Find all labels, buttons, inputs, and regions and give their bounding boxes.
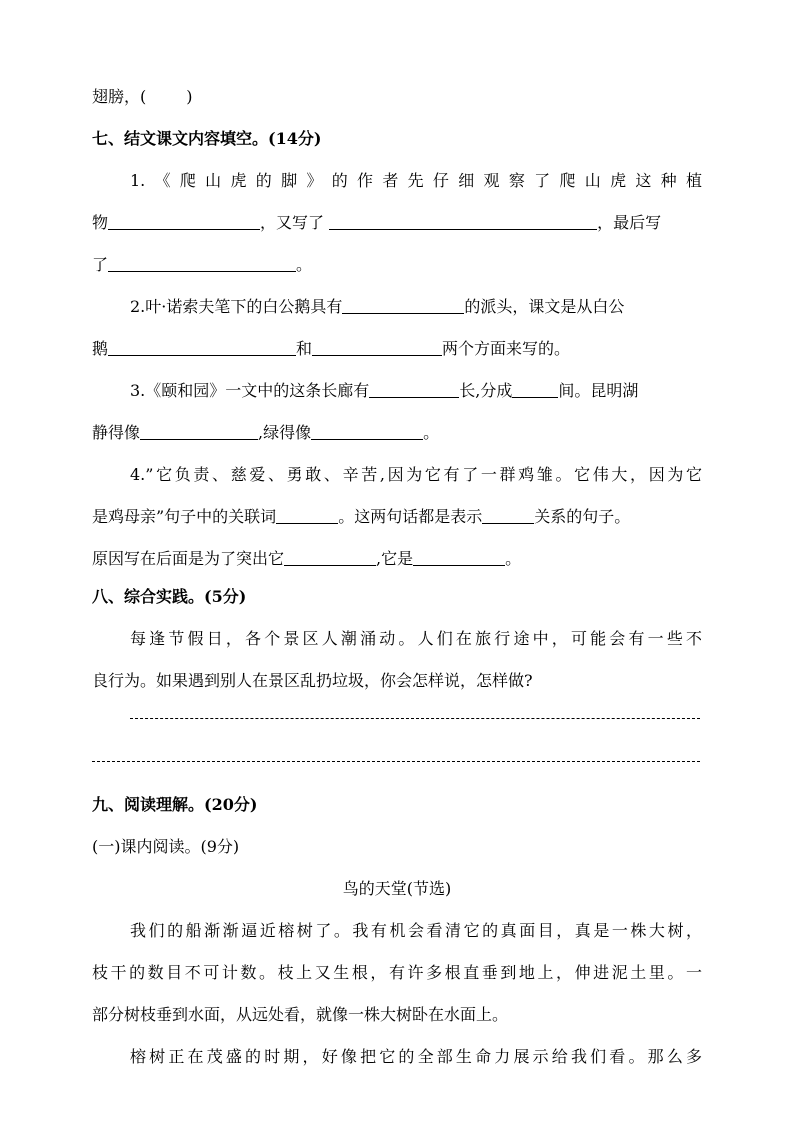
- q7-1-line-1: 1.《爬山虎的脚》的作者先仔细观察了爬山虎这种植: [130, 171, 702, 190]
- answer-blank[interactable]: [276, 507, 338, 524]
- answer-blank[interactable]: [329, 213, 597, 230]
- q7-3-line-1: 3.《颐和园》一文中的这条长廊有 长,分成 间。昆明湖: [130, 381, 639, 400]
- prev-question-line: 翅膀，( ): [92, 87, 193, 106]
- passage-title: 鸟的天堂(节选): [342, 879, 452, 898]
- passage-line: 榕树正在茂盛的时期，好像把它的全部生命力展示给我们看。那么多: [130, 1047, 702, 1066]
- answer-blank[interactable]: [311, 423, 423, 440]
- q7-1-line-3: 了 。: [92, 255, 313, 274]
- answer-blank[interactable]: [108, 255, 296, 272]
- passage-line: 部分树枝垂到水面，从远处看，就像一株大树卧在水面上。: [92, 1005, 509, 1024]
- s8-paragraph-line-1: 每逢节假日，各个景区人潮涌动。人们在旅行途中，可能会有一些不: [130, 629, 702, 648]
- q7-4-line-2: 是鸡母亲”句子中的关联词 。这两句话都是表示 关系的句子。: [92, 507, 631, 526]
- answer-blank[interactable]: [108, 213, 260, 230]
- passage-line: 枝干的数目不可计数。枝上又生根，有许多根直垂到地上，伸进泥土里。一: [92, 963, 702, 982]
- q7-3-line-2: 静得像 ,绿得像 。: [92, 423, 440, 442]
- answer-blank[interactable]: [369, 381, 459, 398]
- s8-paragraph-line-2: 良行为。如果遇到别人在景区乱扔垃圾，你会怎样说，怎样做?: [92, 671, 533, 690]
- answer-blank[interactable]: [413, 549, 505, 566]
- answer-blank[interactable]: [312, 339, 442, 356]
- answer-line-dashed[interactable]: [92, 761, 700, 762]
- section-7-heading: 七、结文课文内容填空。(14分): [92, 129, 322, 148]
- s9-subsection-label: (一)课内阅读。(9分): [92, 837, 240, 856]
- answer-blank[interactable]: [284, 549, 376, 566]
- answer-blank[interactable]: [512, 381, 558, 398]
- q7-2-line-1: 2.叶·诺索夫笔下的白公鹅具有 的派头，课文是从白公: [130, 297, 625, 316]
- answer-blank[interactable]: [342, 297, 464, 314]
- answer-blank[interactable]: [140, 423, 258, 440]
- q7-2-line-2: 鹅 和 两个方面来写的。: [92, 339, 571, 358]
- section-8-heading: 八、综合实践。(5分): [92, 587, 247, 606]
- answer-line-dashed[interactable]: [130, 718, 700, 719]
- answer-blank[interactable]: [482, 507, 534, 524]
- q7-4-line-3: 原因写在后面是为了突出它 ,它是 。: [92, 549, 522, 568]
- passage-line: 我们的船渐渐逼近榕树了。我有机会看清它的真面目，真是一株大树，: [130, 921, 702, 940]
- q7-4-line-1: 4.”它负责、慈爱、勇敢、辛苦,因为它有了一群鸡雏。它伟大，因为它: [130, 465, 702, 484]
- answer-blank[interactable]: [108, 339, 296, 356]
- section-9-heading: 九、阅读理解。(20分): [92, 795, 258, 814]
- q7-1-line-2: 物 ，又写了 ，最后写: [92, 213, 662, 232]
